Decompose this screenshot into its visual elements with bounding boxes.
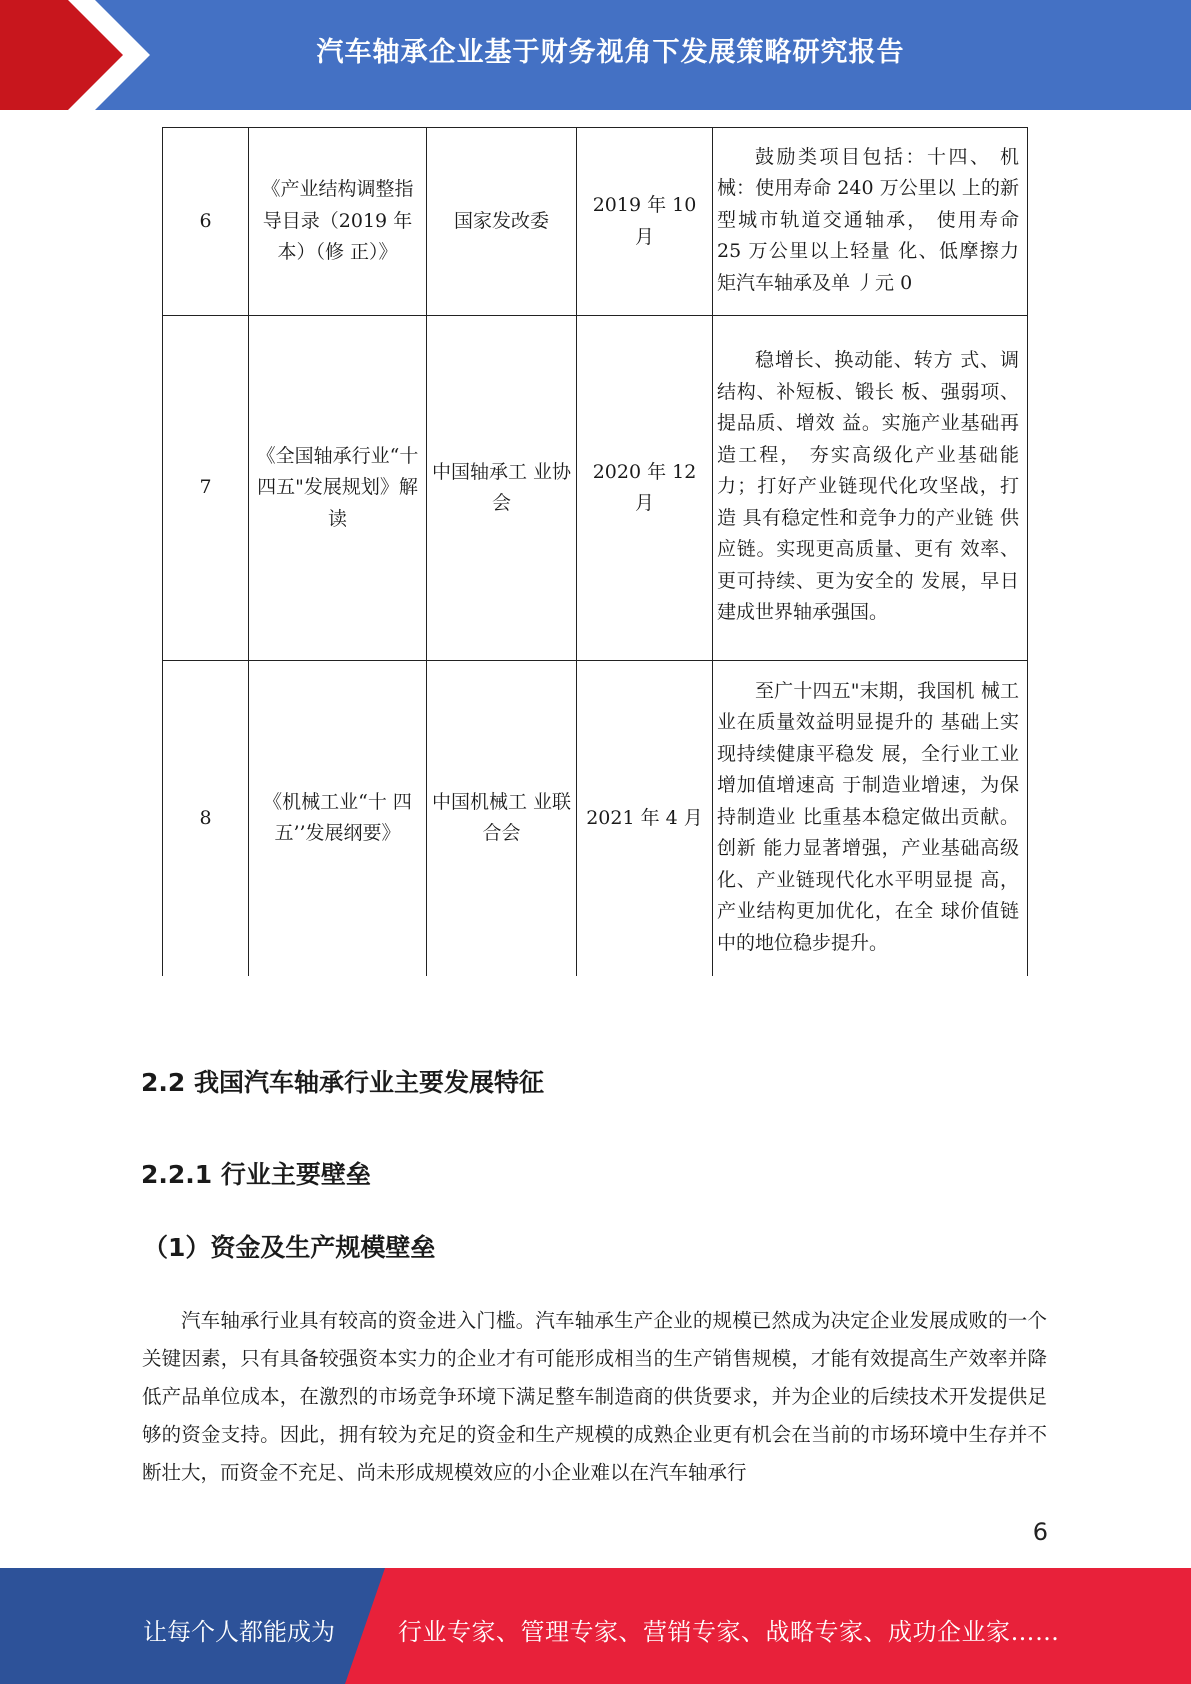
policy-description	[713, 128, 1028, 316]
policy-name: 《机械工业“十 四五’’发展纲要》	[249, 661, 427, 976]
sub-subsection-heading: （1）资金及生产规模壁垒	[143, 1233, 436, 1262]
row-number: 8	[163, 661, 249, 976]
table-row	[163, 316, 1028, 661]
page-number: 6	[1032, 1518, 1048, 1546]
policy-name: 《全国轴承行业“十四五"发展规划》解读	[249, 316, 427, 661]
footer-slogan-right: 行业专家、管理专家、营销专家、战略专家、成功企业家……	[398, 1618, 1060, 1646]
page-footer	[0, 1568, 1191, 1684]
policy-table	[162, 127, 1028, 976]
table-row	[163, 128, 1028, 316]
row-number: 7	[163, 316, 249, 661]
issuing-org: 中国机械工 业联合会	[427, 661, 577, 976]
body-paragraph: 汽车轴承行业具有较高的资金进入门槛。汽车轴承生产企业的规模已然成为决定企业发展成败的一个关键因素，只有具备较强资本实力的企业才有可能形成相当的生产销售规模，才能有效提高生产效率并降低产品单位成本，在激烈的市场竞争环境下满足整车制造商的供货要求，并为企业的后续技术开发提供足够的资金支持。因此，拥有较为充足的资金和生产规模的成熟企业更有机会在当前的市场环境中生存并不断壮大，而资金不充足、尚未形成规模效应的小企业难以在汽车轴承行	[142, 1309, 1047, 1484]
description-text: 至广十四五"末期，我国机 械工业在质量效益明显提升的 基础上实现持续健康平稳发 展，全行业工业增加值增速高 于制造业增速，为保持制造业 比重基本稳定做出贡献。创新 能力显著增强，产业基础高级 化、产业链现代化水平明显提 高，产业结构更加优化，在全 球价值链中的地位稳步提升。	[717, 679, 1019, 954]
description-text: 稳增长、换动能、转方 式、调结构、补短板、锻长 板、强弱项、提品质、增效 益。实施产业基础再造工程， 夯实高级化产业基础能力；打好产业链现代化攻坚战，打造 具有稳定性和竞争力的产业链 供应链。实现更高质量、更有 效率、更可持续、更为安全的 发展，早日建成世界轴承强国。	[717, 349, 1019, 624]
issuing-org: 国家发改委	[427, 128, 577, 316]
section-heading: 2.2 我国汽车轴承行业主要发展特征	[141, 1068, 544, 1097]
issue-date: 2019 年 10 月	[577, 128, 713, 316]
issue-date: 2020 年 12 月	[577, 316, 713, 661]
policy-description	[713, 661, 1028, 976]
policy-name: 《产业结构调整指导目录（2019 年本）（修 正）》	[249, 128, 427, 316]
footer-slogan-left: 让每个人都能成为	[143, 1618, 335, 1646]
page-header	[0, 0, 1191, 110]
policy-description	[713, 316, 1028, 661]
document-title: 汽车轴承企业基于财务视角下发展策略研究报告	[316, 37, 905, 68]
description-text: 鼓励类项目包括：十四、 机械：使用寿命 240 万公里以 上的新型城市轨道交通轴承， 使用寿命 25 万公里以上轻量 化、低摩擦力矩汽车轴承及单 丿元 0	[717, 145, 1019, 294]
subsection-heading: 2.2.1 行业主要壁垒	[141, 1160, 371, 1189]
issue-date: 2021 年 4 月	[577, 661, 713, 976]
issuing-org: 中国轴承工 业协会	[427, 316, 577, 661]
table-row	[163, 661, 1028, 976]
row-number: 6	[163, 128, 249, 316]
